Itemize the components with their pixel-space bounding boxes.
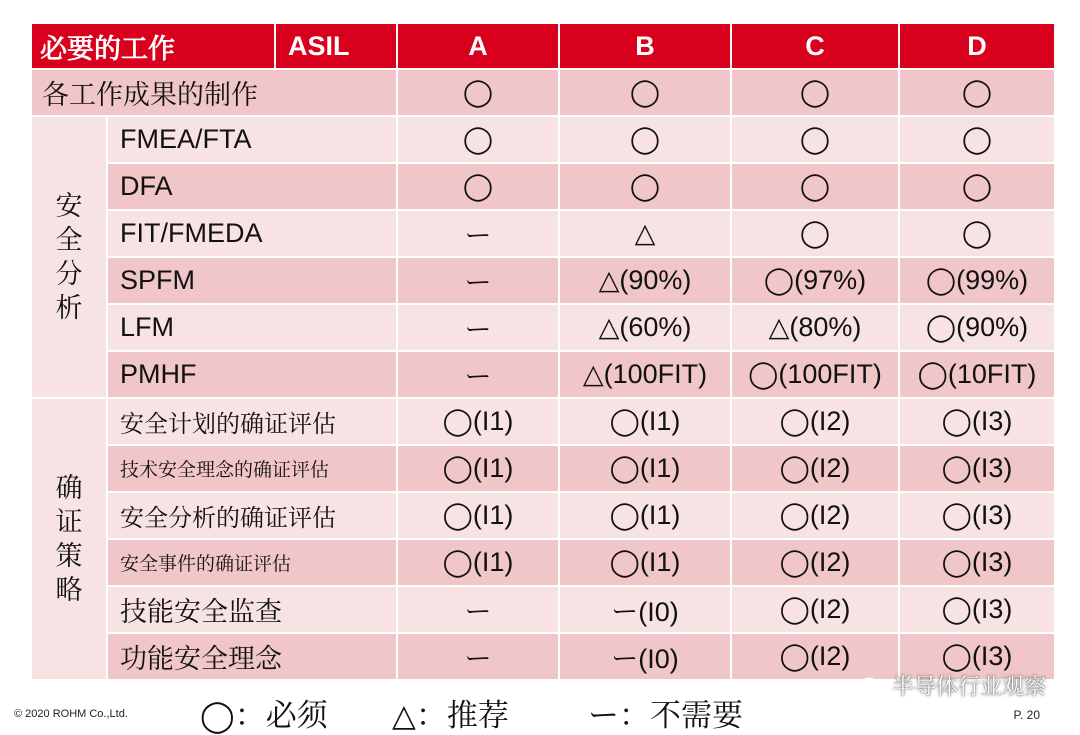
watermark-text: 半导体行业观察 [891,674,1046,699]
row-label: FIT/FMEDA [108,211,398,258]
cell-d: ◯(I3) [900,399,1056,446]
table-row [32,540,1056,587]
cell-b: ◯(I1) [560,540,732,587]
cell-b: ◯ [560,164,732,211]
cell-c: ◯(I2) [732,399,900,446]
legend-not-required: ー：不需要 [588,698,743,733]
asil-requirements-table [32,24,1056,681]
cell-b: ー(I0) [560,587,732,634]
table-row [32,493,1056,540]
cell-c: ◯(I2) [732,446,900,493]
group-verification-strategy [32,399,108,681]
cell-c: ◯ [732,164,900,211]
header-level-a: A [398,24,560,70]
cell-b: ◯(I1) [560,493,732,540]
cell-d: ◯(I3) [900,446,1056,493]
row-label: FMEA/FTA [108,117,398,164]
row-label: 技能安全监查 [108,587,398,634]
page-number: P. 20 [1013,708,1040,722]
table-row [32,164,1056,211]
row-label: 各工作成果的制作 [32,70,398,117]
cell-a: ー [398,258,560,305]
cell-d: ◯(I3) [900,634,1056,681]
cell-c: ◯ [732,70,900,117]
cell-c: ◯(I2) [732,634,900,681]
cell-b: ◯ [560,117,732,164]
cell-c: △(80%) [732,305,900,352]
table-row [32,587,1056,634]
cell-c: ◯(I2) [732,493,900,540]
row-label: DFA [108,164,398,211]
cell-a: ◯(I1) [398,446,560,493]
legend-required: ◯：必须 [200,698,328,733]
wechat-icon [858,677,886,699]
cell-a: ◯ [398,70,560,117]
cell-a: ー [398,634,560,681]
row-label: 安全事件的确证评估 [108,540,398,587]
cell-a: ◯(I1) [398,399,560,446]
row-label: 安全分析的确证评估 [108,493,398,540]
cell-d: ◯ [900,70,1056,117]
row-label: SPFM [108,258,398,305]
watermark [858,670,1046,701]
cell-c: ◯(I2) [732,540,900,587]
row-label: 功能安全理念 [108,634,398,681]
table-row [32,211,1056,258]
cell-d: ◯(I3) [900,587,1056,634]
cell-c: ◯(100FIT) [732,352,900,399]
table-row [32,352,1056,399]
table-row [32,258,1056,305]
cell-c: ◯(I2) [732,587,900,634]
header-work: 必要的工作 [32,24,276,70]
group-label: 安全分析 [55,191,83,323]
header-level-b: B [560,24,732,70]
copyright-text: © 2020 ROHM Co.,Ltd. [14,708,128,720]
cell-c: ◯ [732,117,900,164]
cell-a: ー [398,352,560,399]
cell-d: ◯(I3) [900,493,1056,540]
cell-b: ◯(I1) [560,399,732,446]
row-label: LFM [108,305,398,352]
header-level-d: D [900,24,1056,70]
cell-d: ◯ [900,117,1056,164]
cell-d: ◯(10FIT) [900,352,1056,399]
cell-c: ◯ [732,211,900,258]
header-level-c: C [732,24,900,70]
header-asil: ASIL [276,24,398,70]
cell-a: ◯(I1) [398,493,560,540]
table-row [32,446,1056,493]
cell-d: ◯ [900,211,1056,258]
group-safety-analysis [32,117,108,399]
table-row [32,305,1056,352]
cell-a: ◯ [398,164,560,211]
cell-d: ◯(90%) [900,305,1056,352]
cell-a: ー [398,211,560,258]
cell-b: ◯ [560,70,732,117]
cell-b: ◯(I1) [560,446,732,493]
cell-b: △(60%) [560,305,732,352]
cell-b: △(100FIT) [560,352,732,399]
row-label: 技术安全理念的确证评估 [108,446,398,493]
cell-d: ◯(99%) [900,258,1056,305]
cell-a: ー [398,305,560,352]
cell-d: ◯ [900,164,1056,211]
header-row [32,24,1056,70]
table-row [32,117,1056,164]
cell-d: ◯(I3) [900,540,1056,587]
cell-b: △(90%) [560,258,732,305]
legend-recommended: △：推荐 [392,698,509,733]
row-label: 安全计划的确证评估 [108,399,398,446]
table-row [32,70,1056,117]
table-row [32,399,1056,446]
row-label: PMHF [108,352,398,399]
cell-a: ◯ [398,117,560,164]
cell-b: ー(I0) [560,634,732,681]
group-label: 确证策略 [55,473,83,605]
cell-c: ◯(97%) [732,258,900,305]
cell-a: ◯(I1) [398,540,560,587]
cell-b: △ [560,211,732,258]
cell-a: ー [398,587,560,634]
